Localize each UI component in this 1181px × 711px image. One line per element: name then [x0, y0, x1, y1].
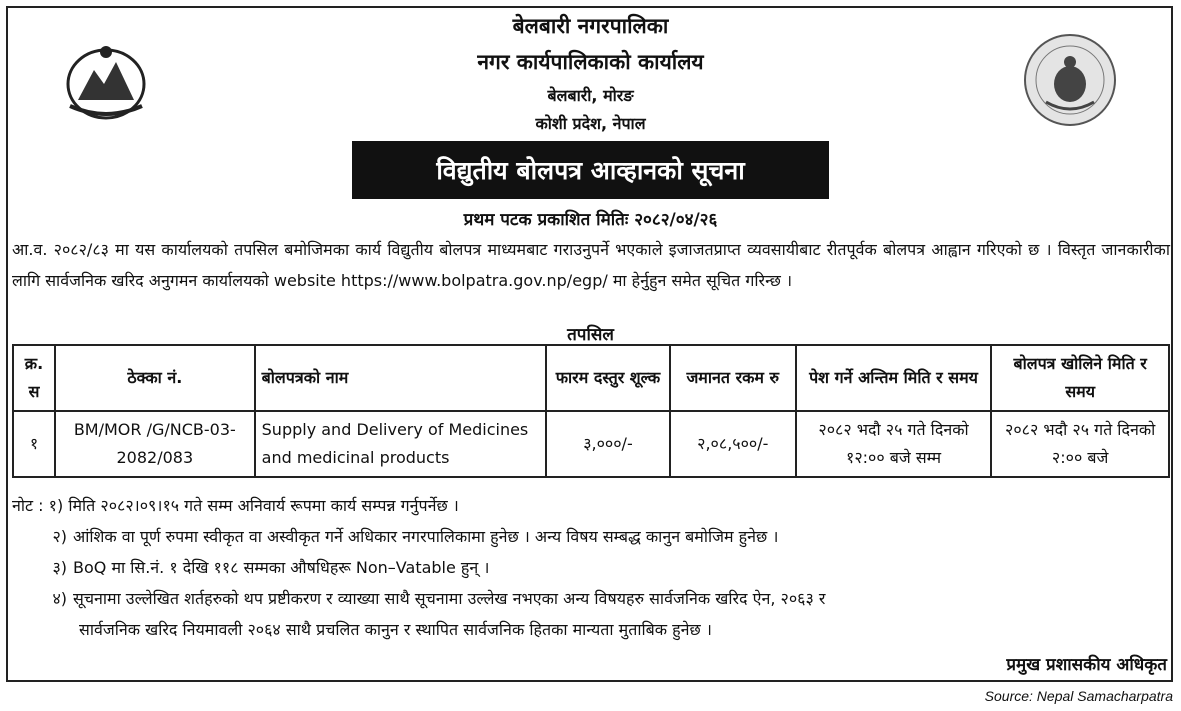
table-row [13, 411, 1169, 477]
municipality-name: बेलबारी नगरपालिका [512, 14, 669, 38]
note-text: मिति २०८२।०९।१५ गते सम्म अनिवार्य रूपमा कार्य सम्पन्न गर्नुपर्नेछ । [68, 496, 459, 515]
note-item [12, 521, 1172, 552]
tender-table [12, 344, 1170, 478]
notes-section [12, 490, 1172, 645]
col-header-sn: क्र. स [13, 345, 55, 411]
col-header-bid-name: बोलपत्रको नाम [255, 345, 546, 411]
note-number: २) [52, 527, 67, 546]
notice-title: विद्युतीय बोलपत्र आव्हानको सूचना [436, 156, 745, 185]
cell-contract-no: BM/MOR /G/NCB-03-2082/083 [55, 411, 255, 477]
notice-title-banner [352, 141, 829, 199]
cell-opening-date: २०८२ भदौ २५ गते दिनको २:०० बजे [991, 411, 1169, 477]
col-header-opening-date: बोलपत्र खोलिने मिति र समय [991, 345, 1169, 411]
province-text: कोशी प्रदेश, नेपाल [535, 114, 646, 133]
col-header-form-fee: फारम दस्तुर शूल्क [546, 345, 670, 411]
note-item [12, 552, 1172, 583]
cell-form-fee: ३,०००/- [546, 411, 670, 477]
note-number: ३) [52, 558, 67, 577]
cell-sn: १ [13, 411, 55, 477]
col-header-bid-security: जमानत रकम रु [670, 345, 796, 411]
publish-date: प्रथम पटक प्रकाशित मितिः २०८२/०४/२६ [463, 210, 718, 230]
cell-bid-security: २,०८,५००/- [670, 411, 796, 477]
note-continuation: सार्वजनिक खरिद नियमावली २०६४ साथै प्रचलित कानुन र स्थापित सार्वजनिक हितका मान्यता मुताबिक हुनेछ । [79, 620, 712, 639]
notice-paragraph: आ.व. २०८२/८३ मा यस कार्यालयको तपसिल बमोजिमका कार्य विद्युतीय बोलपत्र माध्यमबाट गराउनुपर्ने भएकाले इजाजतप्राप्त व्यवसायीबाट रीतपूर्वक बोलपत्र आह्वान गरिएको छ । विस्तृत जानकारीका लागि सार्वजनिक खरिद अनुगमन कार्यालयको website https://www.bolpatra.gov.np/egp/ मा हेर्नुहुन समेत सूचित गरिन्छ । [12, 240, 1170, 290]
note-text: BoQ मा सि.नं. १ देखि ११८ सम्मका औषधिहरू Non–Vatable हुन् । [73, 558, 490, 577]
cell-bid-name: Supply and Delivery of Medicines and medicinal products [255, 411, 546, 477]
col-header-contract-no: ठेक्का नं. [55, 345, 255, 411]
col-header-submission-deadline: पेश गर्ने अन्तिम मिति र समय [796, 345, 992, 411]
note-item [12, 490, 1172, 521]
note-text: आंशिक वा पूर्ण रुपमा स्वीकृत वा अस्वीकृत गर्ने अधिकार नगरपालिकामा हुनेछ । अन्य विषय सम्बद्ध कानुन बमोजिम हुनेछ । [73, 527, 779, 546]
office-name: नगर कार्यपालिकाको कार्यालय [477, 50, 704, 74]
source-credit: Source: Nepal Samacharpatra [984, 688, 1173, 704]
signer-title: प्रमुख प्रशासकीय अधिकृत [1006, 655, 1167, 675]
note-number: ४) [52, 589, 67, 608]
location-text: बेलबारी, मोरङ [547, 86, 634, 105]
table-caption: तपसिल [567, 325, 614, 345]
notes-label: नोट : [12, 496, 44, 515]
table-header-row [13, 345, 1169, 411]
note-item [12, 583, 1172, 614]
note-number: १) [48, 496, 64, 515]
cell-submission-deadline: २०८२ भदौ २५ गते दिनको १२:०० बजे सम्म [796, 411, 992, 477]
note-text: सूचनामा उल्लेखित शर्तहरुको थप प्रष्टीकरण र व्याख्या साथै सूचनामा उल्लेख नभएका अन्य विषयहरु सार्वजनिक खरिद ऐन, २०६३ र [73, 589, 826, 608]
